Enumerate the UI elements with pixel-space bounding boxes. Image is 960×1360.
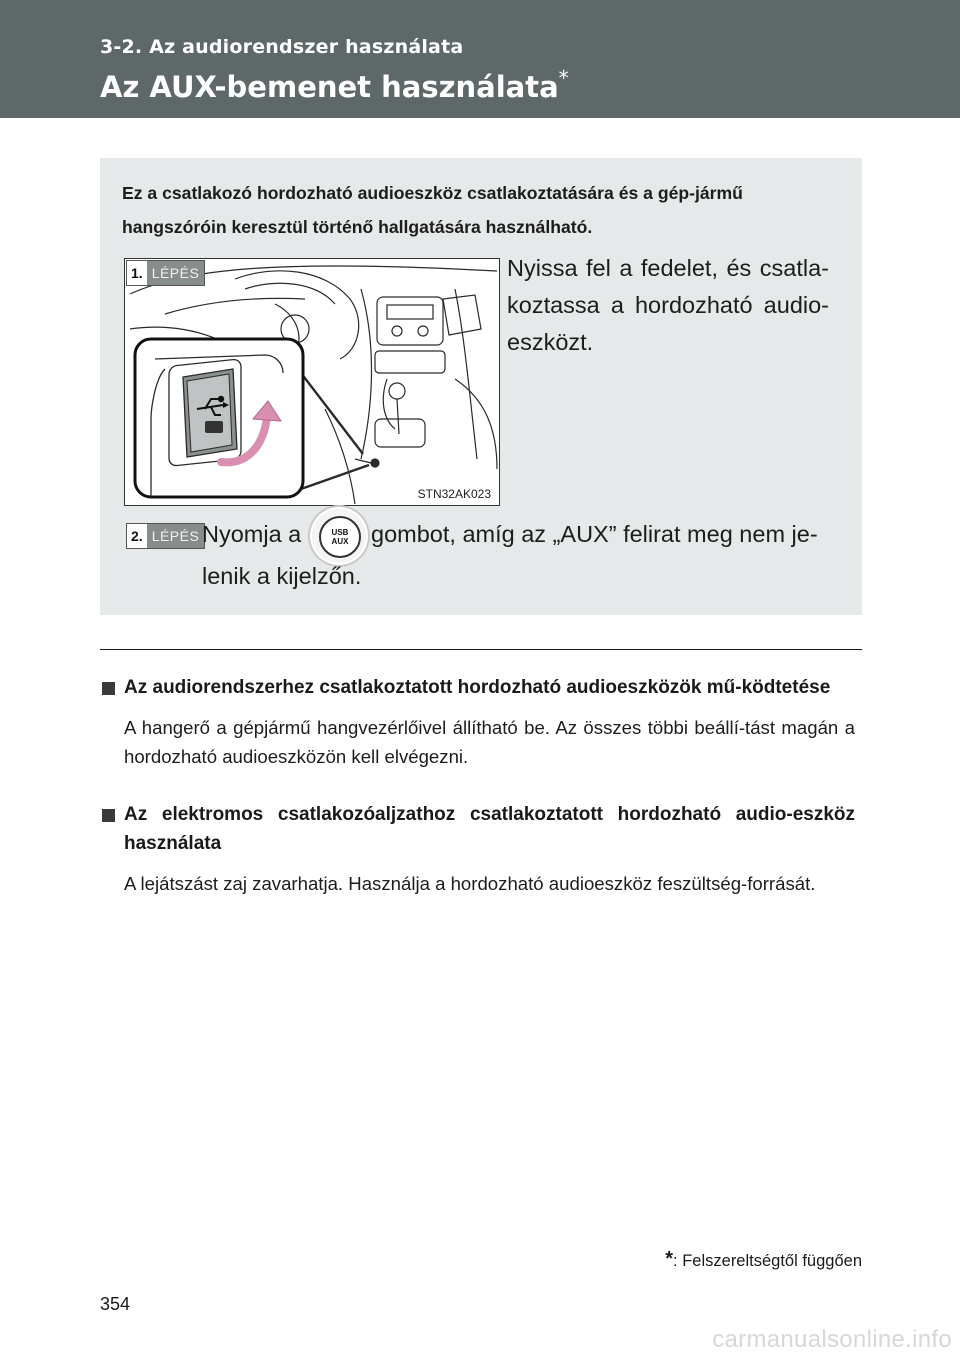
usb-aux-button-label-top: USB	[331, 528, 349, 537]
page-title-text: Az AUX-bemenet használata	[100, 70, 559, 104]
step-1-badge	[126, 260, 205, 286]
footnote-text: : Felszereltségtől függően	[673, 1252, 862, 1270]
note-1-heading	[100, 673, 855, 702]
usb-aux-button-label-bottom: AUX	[331, 537, 349, 546]
header-band	[0, 0, 960, 118]
note-2-heading	[100, 800, 855, 858]
page-number: 354	[100, 1294, 131, 1314]
step-1-word: LÉPÉS	[147, 261, 205, 285]
step-1-text: Nyissa fel a fedelet, és csatla-koztassa a hordozható audio-eszközt.	[507, 255, 829, 355]
step-2-number: 2.	[131, 528, 143, 544]
usb-aux-button-icon	[312, 509, 366, 563]
instruction-box	[100, 158, 862, 615]
step-2-text-line2: lenik a kijelzőn.	[202, 563, 362, 589]
step-2-badge	[126, 523, 205, 549]
intro-text: Ez a csatlakozó hordozható audioeszköz csatlakoztatására és a gép-jármű hangszóróin keresztül történő hallgatására használható.	[122, 183, 743, 237]
square-bullet-icon	[102, 682, 115, 695]
step-2-text-after: gombot, amíg az „AUX” felirat meg nem je-	[371, 521, 818, 547]
square-bullet-icon	[102, 809, 115, 822]
watermark: carmanualsonline.info	[712, 1326, 952, 1353]
step-2-word: LÉPÉS	[147, 524, 205, 548]
aux-jack-illustration	[124, 258, 500, 506]
divider	[100, 649, 862, 650]
step-2-text-before: Nyomja a	[202, 521, 302, 547]
title-star-marker: *	[558, 66, 569, 90]
footnote	[665, 1248, 862, 1275]
section-label: 3-2. Az audiorendszer használata	[100, 36, 464, 58]
note-1-body: A hangerő a gépjármű hangvezérlőivel állítható be. Az összes többi beállí-tást magán a hordozható audioeszközön kell elvégezni.	[124, 717, 855, 767]
figure-code: STN32AK023	[417, 487, 491, 501]
note-2-body: A lejátszást zaj zavarhatja. Használja a hordozható audioeszköz feszültség-forrását.	[124, 873, 816, 894]
dashboard-drawing	[125, 259, 499, 505]
page-title	[100, 66, 569, 104]
note-2	[100, 800, 855, 898]
step-1-number: 1.	[131, 265, 143, 281]
footnote-star-marker: *	[665, 1248, 674, 1270]
note-2-heading-text: Az elektromos csatlakozóaljzathoz csatlakoztatott hordozható audio-eszköz használata	[124, 804, 855, 854]
note-1	[100, 673, 855, 771]
note-1-heading-text: Az audiorendszerhez csatlakoztatott hordozható audioeszközök mű-ködtetése	[124, 677, 831, 698]
